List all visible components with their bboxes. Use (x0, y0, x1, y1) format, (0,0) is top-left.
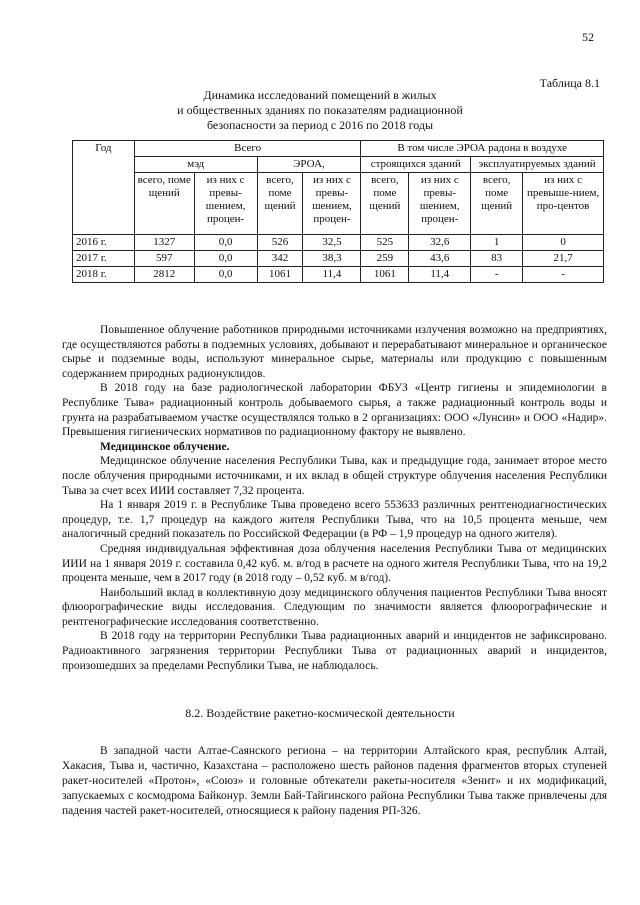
table-subheader-row (73, 173, 604, 235)
paragraph: В 2018 году на территории Республики Тыва радиационных аварий и инцидентов не зафиксировано. Радиоактивного загрязнения территории Республики Тыва от радиационных аварий и инцидентов, произошедших за пределами Республики Тыва, не наблюдалось. (62, 630, 607, 672)
paragraph: Медицинское облучение населения Республики Тыва, как и предыдущие года, занимает второе место после облучения природными источниками, и их вклад в общей структуре облучения населения Республики Тыва за счет всех ИИИ составляет 7,32 процента. (62, 455, 607, 497)
paragraph: В 2018 году на базе радиологической лаборатории ФБУЗ «Центр гигиены и эпидемиологии в Республике Тыва» радиационный контроль добываемого сырья, а также радиационный контроль воды и грунта на разрабатываемом участке осуществлялся только в 2 организациях: ООО «Лунсин» и ООО «Надир». Превышения гигиенических нормативов по радиационному фактору не выявлено. (62, 382, 607, 439)
subheader-cell: всего, поме щений (361, 173, 409, 235)
table-cell: 1 (471, 235, 523, 251)
table-cell: 0,0 (194, 251, 257, 267)
row-year: 2017 г. (73, 251, 135, 267)
subheader-cell: из них с превы-шением, процен- (409, 173, 471, 235)
subheader-cell: всего, поме щений (134, 173, 194, 235)
table-header-row (73, 157, 604, 173)
table-cell: 597 (134, 251, 194, 267)
subheader-cell: из них с превы-шением, процен- (303, 173, 361, 235)
table-cell: 32,5 (303, 235, 361, 251)
table-cell: 11,4 (303, 267, 361, 283)
caption-line: безопасности за период с 2016 по 2018 годы (206, 118, 434, 132)
section-text (62, 744, 607, 819)
table-row (73, 267, 604, 283)
table-cell: 0,0 (194, 235, 257, 251)
table-cell: 38,3 (303, 251, 361, 267)
section-title: 8.2. Воздействие ракетно-космической деятельности (185, 706, 455, 720)
header-operating: эксплуатируемых зданий (471, 157, 604, 173)
table-cell: 259 (361, 251, 409, 267)
paragraph: Наибольший вклад в коллективную дозу медицинского облучения пациентов Республики Тыва вносят флюорографические виды исследования. Следующим по значимости является флюорографические и рентгенографические исследования соответственно. (62, 586, 607, 628)
paragraph: Повышенное облучение работников природными источниками излучения возможно на предприятиях, где осуществляются работы в подземных условиях, добывают и перерабатывают минеральное и органическое сырье и подземные воды, используют минеральное сырье, материалы или продукцию с повышенным содержанием природных радионуклидов. (62, 324, 607, 380)
table-label: Таблица 8.1 (539, 76, 600, 90)
paragraph: На 1 января 2019 г. в Республике Тыва проведено всего 553633 различных рентгенодиагностических процедур, т.е. 1,7 процедур на каждого жителя Республики Тыва, что на 10,5 процента меньше, чем аналогичный средний показатель по Российской Федерации (в РФ – 1,9 процедур на одного жителя). (62, 499, 607, 541)
table-cell: 43,6 (409, 251, 471, 267)
table-cell: 1061 (257, 267, 303, 283)
subheader-cell: всего, поме щений (471, 173, 523, 235)
row-year: 2016 г. (73, 235, 135, 251)
table-cell: 2812 (134, 267, 194, 283)
table-cell: 0,0 (194, 267, 257, 283)
subheader-cell: из них с превыше-нием, про-центов (523, 173, 604, 235)
subheader-cell: всего, поме щений (257, 173, 303, 235)
table-cell: 0 (523, 235, 604, 251)
table-cell: 83 (471, 251, 523, 267)
page-number: 52 (582, 30, 594, 44)
table-cell: 32,6 (409, 235, 471, 251)
table-cell: 342 (257, 251, 303, 267)
header-eroa-radon: В том числе ЭРОА радона в воздухе (361, 141, 604, 157)
radiation-table (72, 140, 604, 283)
paragraph: Средняя индивидуальная эффективная доза облучения населения Республики Тыва от медицинских ИИИ на 1 января 2019 г. составила 0,42 куб. м. в/год в расчете на одного жителя Республики Тыва, что на 19,2 процента меньше, чем в 2017 году (в 2018 году – 0,52 куб. м в/год). (62, 542, 607, 585)
header-med: мэд (134, 157, 257, 173)
subheader-cell: из них с превы-шением, процен- (194, 173, 257, 235)
table-cell: 21,7 (523, 251, 604, 267)
caption-line: и общественных зданиях по показателям радиационной (177, 103, 463, 117)
section-heading: Медицинское облучение. (100, 440, 230, 453)
row-year: 2018 г. (73, 267, 135, 283)
table-cell: 525 (361, 235, 409, 251)
table-cell: 526 (257, 235, 303, 251)
table-cell: 1061 (361, 267, 409, 283)
header-total: Всего (134, 141, 361, 157)
header-building: строящихся зданий (361, 157, 471, 173)
table-row (73, 251, 604, 267)
table-header-row (73, 141, 604, 157)
table-row (73, 235, 604, 251)
table-caption (0, 88, 640, 133)
table-cell: 1327 (134, 235, 194, 251)
table-cell: 11,4 (409, 267, 471, 283)
table-cell: - (523, 267, 604, 283)
header-eroa: ЭРОА, (257, 157, 361, 173)
caption-line: Динамика исследований помещений в жилых (203, 88, 437, 102)
body-text (62, 323, 607, 673)
paragraph: В западной части Алтае-Саянского региона – на территории Алтайского края, республик Алтай, Хакасия, Тыва и, частично, Казахстана – расположено шесть районов падения фрагментов вторых ступеней ракет-носителей «Протон», «Союз» и головные обтекатели ракеты-носителя «Зенит» и их модификаций, запускаемых с космодрома Байконур. Земли Бай-Тайгинского района Республики Тыва также привлечены для падения частей ракет-носителей, относящиеся к району падения РП-326. (62, 745, 607, 817)
table-cell: - (471, 267, 523, 283)
header-year: Год (73, 141, 135, 235)
